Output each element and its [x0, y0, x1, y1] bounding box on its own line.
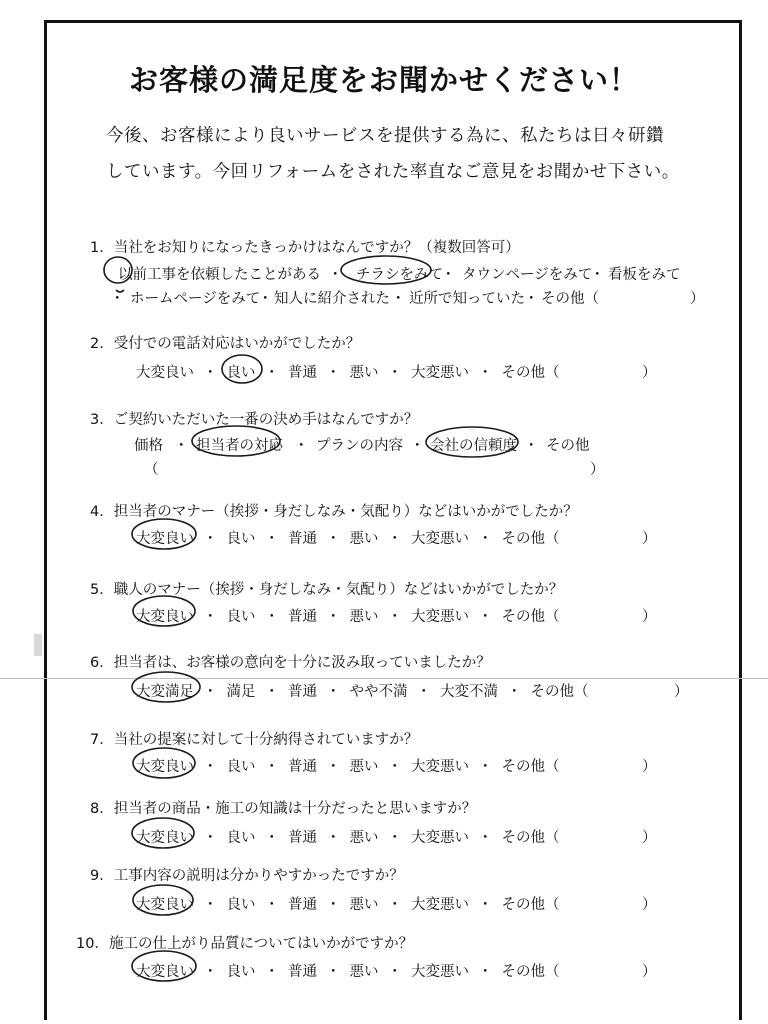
q4-other-close: ） [642, 531, 657, 547]
question-9: 9．工事内容の説明は分かりやすかったですか？ [90, 868, 404, 884]
q10-separator: ・ [387, 964, 402, 980]
q4-option-other[interactable]: その他（ [501, 531, 560, 547]
q4-separator: ・ [387, 531, 402, 547]
q7-separator: ・ [264, 759, 279, 775]
q6-option-other[interactable]: その他（ [530, 684, 589, 700]
q3-separator: ・ [174, 438, 189, 454]
q1-option-previous-work[interactable]: 以前工事を依頼したことがある [118, 267, 321, 283]
q4-options [136, 527, 560, 548]
q4-separator: ・ [478, 531, 493, 547]
q5-other-close: ） [642, 609, 657, 625]
q9-separator: ・ [203, 897, 218, 913]
q3-option-price[interactable]: 価格 [134, 438, 163, 454]
q4-separator: ・ [326, 531, 341, 547]
q2-separator: ・ [478, 365, 493, 381]
q8-option-other[interactable]: その他（ [501, 830, 560, 846]
q8-separator: ・ [478, 830, 493, 846]
q1-separator: ・ [391, 291, 406, 307]
q10-separator: ・ [478, 964, 493, 980]
q1-option-nearby[interactable]: 近所で知っていた [409, 291, 525, 307]
q3-option-plan-content[interactable]: プランの内容 [316, 438, 403, 454]
q7-option-other[interactable]: その他（ [501, 759, 560, 775]
q10-option-very-bad[interactable]: 大変悪い [411, 964, 469, 980]
question-2: 2．受付での電話対応はいかがでしたか？ [90, 336, 361, 352]
q2-options [136, 361, 560, 382]
q5-separator: ・ [326, 609, 341, 625]
q9-separator: ・ [478, 897, 493, 913]
q5-option-other[interactable]: その他（ [501, 609, 560, 625]
question-6: 6．担当者は、お客様の意向を十分に汲み取っていましたか？ [90, 655, 491, 671]
q7-separator: ・ [203, 759, 218, 775]
q1-option-other[interactable]: その他（ [541, 291, 599, 307]
q7-separator: ・ [326, 759, 341, 775]
q8-separator: ・ [326, 830, 341, 846]
q6-separator: ・ [203, 684, 218, 700]
q8-option-average[interactable]: 普通 [288, 830, 317, 846]
q6-separator: ・ [326, 684, 341, 700]
q9-option-good[interactable]: 良い [226, 897, 256, 913]
q5-option-good[interactable]: 良い [226, 609, 256, 625]
question-1: 1．当社をお知りになったきっかけはなんですか？（複数回答可） [90, 240, 520, 256]
q1-other-close: ） [690, 291, 705, 307]
q6-option-average[interactable]: 普通 [288, 684, 317, 700]
q2-option-very-bad[interactable]: 大変悪い [411, 365, 469, 381]
q9-option-very-bad[interactable]: 大変悪い [411, 897, 469, 913]
q1-separator: ・ [110, 291, 125, 307]
q10-separator: ・ [203, 964, 218, 980]
q6-option-very-satisfied[interactable]: 大変満足 [136, 684, 194, 700]
q4-option-bad[interactable]: 悪い [349, 531, 379, 547]
q3-option-staff-response[interactable]: 担当者の対応 [196, 438, 283, 454]
q4-option-very-bad[interactable]: 大変悪い [411, 531, 469, 547]
q3-option-company-trust[interactable]: 会社の信頼度 [430, 438, 517, 454]
question-8: 8．担当者の商品・施工の知識は十分だったと思いますか？ [90, 801, 477, 817]
q4-option-average[interactable]: 普通 [288, 531, 317, 547]
q8-option-very-bad[interactable]: 大変悪い [411, 830, 469, 846]
q10-option-good[interactable]: 良い [226, 964, 256, 980]
q10-option-average[interactable]: 普通 [288, 964, 317, 980]
q7-separator: ・ [478, 759, 493, 775]
q6-option-very-dissatisfied[interactable]: 大変不満 [440, 684, 498, 700]
q2-separator: ・ [203, 365, 218, 381]
intro-line-1: 今後、お客様により良いサービスを提供する為に、私たちは日々研鑽 [106, 126, 664, 146]
q10-options [136, 960, 560, 981]
question-5: 5．職人のマナー（挨拶・身だしなみ・気配り）などはいかがでしたか？ [90, 582, 564, 598]
q2-option-bad[interactable]: 悪い [349, 365, 379, 381]
q4-option-very-good[interactable]: 大変良い [136, 531, 194, 547]
q1-separator: ・ [524, 291, 539, 307]
q5-option-average[interactable]: 普通 [288, 609, 317, 625]
q4-option-good[interactable]: 良い [226, 531, 256, 547]
q8-other-close: ） [642, 830, 657, 846]
q8-option-very-good[interactable]: 大変良い [136, 830, 194, 846]
q8-option-bad[interactable]: 悪い [349, 830, 379, 846]
question-10: 10．施工の仕上がり品質についてはいかがですか？ [76, 936, 414, 952]
q2-option-good[interactable]: 良い [226, 365, 256, 381]
q3-separator: ・ [294, 438, 309, 454]
q5-option-very-bad[interactable]: 大変悪い [411, 609, 469, 625]
q5-separator: ・ [203, 609, 218, 625]
q5-options [136, 605, 560, 626]
q8-option-good[interactable]: 良い [226, 830, 256, 846]
q10-other-close: ） [642, 964, 657, 980]
q9-option-other[interactable]: その他（ [501, 897, 560, 913]
page-title: お客様の満足度をお聞かせください！ [128, 63, 639, 97]
q5-separator: ・ [387, 609, 402, 625]
q2-option-other[interactable]: その他（ [501, 365, 560, 381]
q5-separator: ・ [264, 609, 279, 625]
q9-separator: ・ [264, 897, 279, 913]
q10-option-other[interactable]: その他（ [501, 964, 560, 980]
q3-option-other[interactable]: その他 [546, 438, 590, 454]
q7-option-bad[interactable]: 悪い [349, 759, 379, 775]
q3-separator: ・ [410, 438, 425, 454]
q5-separator: ・ [478, 609, 493, 625]
q8-options [136, 826, 560, 847]
q3-separator: ・ [524, 438, 539, 454]
q2-option-average[interactable]: 普通 [288, 365, 317, 381]
q1-option-flyer[interactable]: チラシをみて [356, 267, 443, 283]
q8-separator: ・ [264, 830, 279, 846]
q6-option-satisfied[interactable]: 満足 [226, 684, 256, 700]
q9-option-average[interactable]: 普通 [288, 897, 317, 913]
q10-option-bad[interactable]: 悪い [349, 964, 379, 980]
q9-other-close: ） [642, 897, 657, 913]
q7-option-good[interactable]: 良い [226, 759, 256, 775]
q8-separator: ・ [387, 830, 402, 846]
q8-separator: ・ [203, 830, 218, 846]
q1-option-signboard[interactable]: 看板をみて [608, 267, 681, 283]
q1-option-homepage[interactable]: ホームページをみて [130, 291, 261, 307]
q5-option-very-good[interactable]: 大変良い [136, 609, 194, 625]
question-3: 3．ご契約いただいた一番の決め手はなんですか？ [90, 412, 419, 428]
q7-other-close: ） [642, 759, 657, 775]
q9-separator: ・ [326, 897, 341, 913]
q10-separator: ・ [326, 964, 341, 980]
q6-options [136, 680, 589, 701]
q10-separator: ・ [264, 964, 279, 980]
q2-option-very-good[interactable]: 大変良い [136, 365, 194, 381]
scan-artifact-mark [34, 634, 42, 656]
question-4: 4．担当者のマナー（挨拶・身だしなみ・気配り）などはいかがでしたか？ [90, 504, 578, 520]
q4-separator: ・ [203, 531, 218, 547]
q10-option-very-good[interactable]: 大変良い [136, 964, 194, 980]
q9-option-bad[interactable]: 悪い [349, 897, 379, 913]
q6-separator: ・ [416, 684, 431, 700]
intro-line-2: しています。今回リフォームをされた率直なご意見をお聞かせ下さい。 [106, 162, 680, 182]
q1-separator: ・ [258, 291, 273, 307]
q6-other-close: ） [674, 684, 689, 700]
q7-separator: ・ [387, 759, 402, 775]
q1-separator: ・ [441, 267, 456, 283]
q7-option-very-bad[interactable]: 大変悪い [411, 759, 469, 775]
q9-separator: ・ [387, 897, 402, 913]
q9-options [136, 893, 560, 914]
q6-separator: ・ [507, 684, 522, 700]
q2-other-close: ） [642, 365, 657, 381]
q9-option-very-good[interactable]: 大変良い [136, 897, 194, 913]
q4-separator: ・ [264, 531, 279, 547]
q1-separator: ・ [328, 267, 343, 283]
q5-option-bad[interactable]: 悪い [349, 609, 379, 625]
q7-option-very-good[interactable]: 大変良い [136, 759, 194, 775]
q3-other-close: ） [590, 462, 605, 478]
q2-separator: ・ [264, 365, 279, 381]
question-7: 7．当社の提案に対して十分納得されていますか？ [90, 732, 419, 748]
q1-option-town-page[interactable]: タウンページをみて [462, 267, 593, 283]
scan-artifact-line [0, 678, 768, 679]
q7-option-average[interactable]: 普通 [288, 759, 317, 775]
q2-separator: ・ [326, 365, 341, 381]
q6-separator: ・ [264, 684, 279, 700]
q1-separator: ・ [590, 267, 605, 283]
q2-separator: ・ [387, 365, 402, 381]
q7-options [136, 755, 560, 776]
q6-option-somewhat-dissatisfied[interactable]: やや不満 [349, 684, 408, 700]
q3-other-open: （ [144, 462, 159, 478]
q1-option-referral[interactable]: 知人に紹介された [274, 291, 390, 307]
